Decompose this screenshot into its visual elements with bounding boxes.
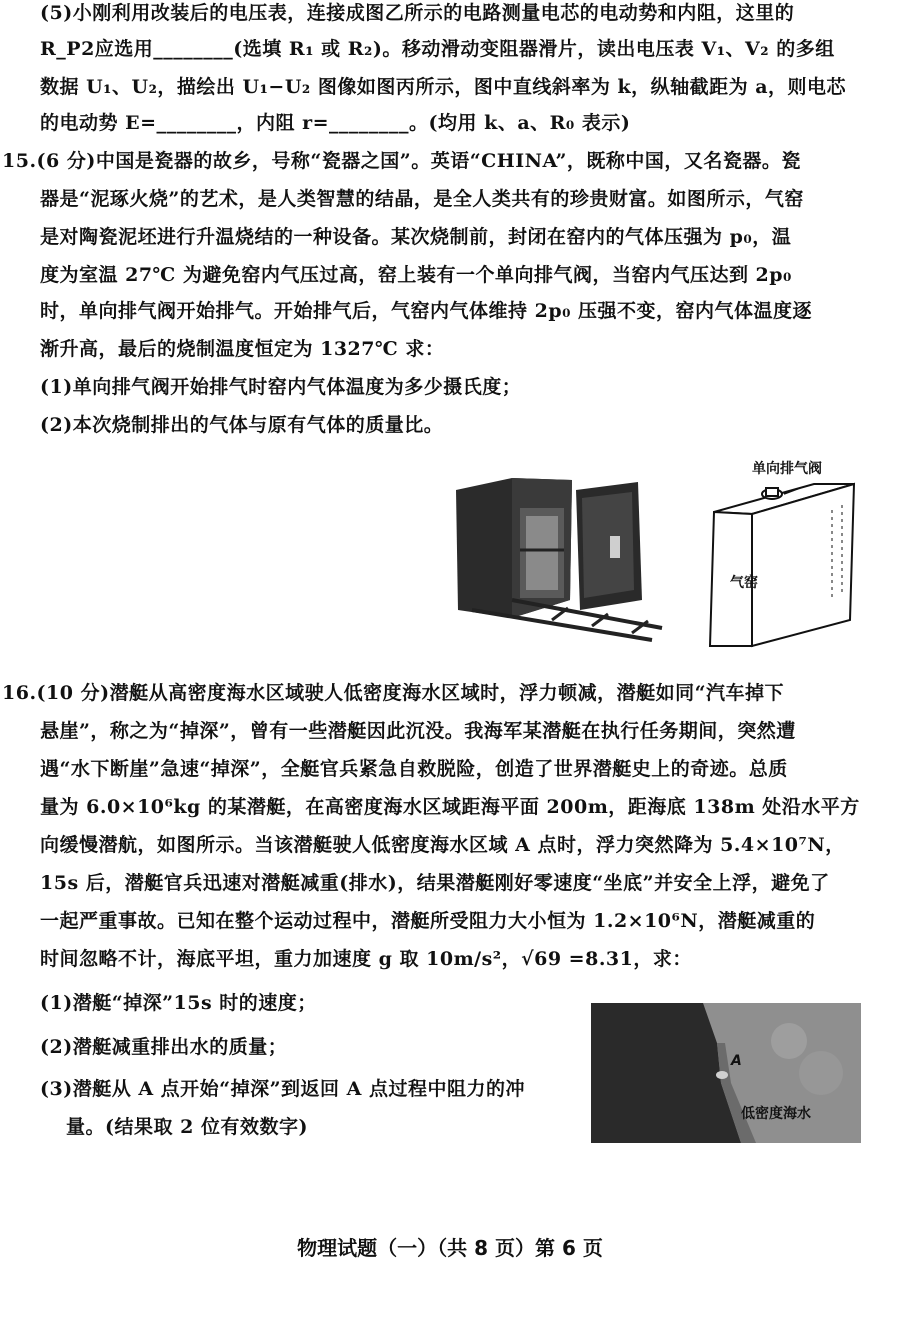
q16-subquestion-1: (1)潜艇“掉深”15s 时的速度； <box>40 992 317 1014</box>
q16-line-5: 向缓慢潜航，如图所示。当该潜艇驶人低密度海水区域 A 点时，浮力突然降为 5.4×10⁷N， <box>40 834 845 856</box>
q16-subquestion-3: (3)潜艇从 A 点开始“掉深”到返回 A 点过程中阻力的冲 <box>40 1078 526 1100</box>
kiln-diagram <box>710 484 854 646</box>
submarine-photo <box>591 1003 861 1143</box>
kiln-label: 气窑 <box>730 575 758 591</box>
q16-subquestion-3-cont: 量。(结果取 2 位有效数字) <box>66 1116 308 1138</box>
page-footer: 物理试题（一）（共 8 页）第 6 页 <box>297 1236 603 1260</box>
q15-line-3: 是对陶瓷泥坯进行升温烧结的一种设备。某次烧制前，封闭在窑内的气体压强为 p₀，温 <box>40 226 792 248</box>
valve-label: 单向排气阀 <box>752 461 822 477</box>
q15-line-2: 器是“泥琢火烧”的艺术，是人类智慧的结晶，是全人类共有的珍贵财富。如图所示，气窑 <box>40 188 804 210</box>
q16-line-1: 16.(10 分)潜艇从高密度海水区域驶人低密度海水区域时，浮力顿减，潜艇如同“汽车掉下 <box>2 682 785 704</box>
q15-line-4: 度为室温 27℃ 为避免窑内气压过高，窑上装有一个单向排气阀，当窑内气压达到 2p₀ <box>40 264 792 286</box>
q16-line-7: 一起严重事故。已知在整个运动过程中，潜艇所受阻力大小恒为 1.2×10⁶N，潜艇减重的 <box>40 910 816 932</box>
q14-line-2: R_P2应选用________(选填 R₁ 或 R₂)。移动滑动变阻器滑片，读出电压表 V₁、V₂ 的多组 <box>40 38 835 60</box>
q16-line-3: 遇“水下断崖”急速“掉深”，全艇官兵紧急自救脱险，创造了世界潜艇史上的奇迹。总质 <box>40 758 788 780</box>
q16-line-4: 量为 6.0×10⁶kg 的某潜艇，在高密度海水区域距海平面 200m，距海底 138m 处沿水平方 <box>40 796 860 818</box>
q16-subquestion-2: (2)潜艇减重排出水的质量； <box>40 1036 288 1058</box>
kiln-figure <box>452 450 872 650</box>
point-a-label: A <box>731 1053 742 1069</box>
q15-line-6: 渐升高，最后的烧制温度恒定为 1327℃ 求： <box>40 338 445 360</box>
q14-line-1: (5)小刚利用改装后的电压表，连接成图乙所示的电路测量电芯的电动势和内阻，这里的 <box>40 2 795 24</box>
q15-subquestion-2: (2)本次烧制排出的气体与原有气体的质量比。 <box>40 414 444 436</box>
q15-subquestion-1: (1)单向排气阀开始排气时窑内气体温度为多少摄氏度； <box>40 376 522 398</box>
q14-line-3: 数据 U₁、U₂，描绘出 U₁−U₂ 图像如图丙所示，图中直线斜率为 k，纵轴截距为 a，则电芯 <box>40 76 847 98</box>
kiln-illustration <box>452 450 872 650</box>
q16-line-6: 15s 后，潜艇官兵迅速对潜艇减重(排水)，结果潜艇刚好零速度“坐底”并安全上浮，避免了 <box>40 872 830 894</box>
q16-line-2: 悬崖”，称之为“掉深”，曾有一些潜艇因此沉没。我海军某潜艇在执行任务期间，突然遭 <box>40 720 796 742</box>
low-density-label: 低密度海水 <box>741 1106 811 1122</box>
q14-line-4: 的电动势 E=________，内阻 r=________。(均用 k、a、R₀ 表示) <box>40 112 631 134</box>
q15-line-5: 时，单向排气阀开始排气。开始排气后，气窑内气体维持 2p₀ 压强不变，窑内气体温度逐 <box>40 300 813 322</box>
submarine-scene <box>591 1003 861 1143</box>
q15-line-1: 15.(6 分)中国是瓷器的故乡，号称“瓷器之国”。英语“CHINA”，既称中国，又名瓷器。瓷 <box>2 150 801 172</box>
kiln-photo <box>456 478 662 640</box>
q16-line-8: 时间忽略不计，海底平坦，重力加速度 g 取 10m/s²，√69 =8.31，求： <box>40 948 692 970</box>
